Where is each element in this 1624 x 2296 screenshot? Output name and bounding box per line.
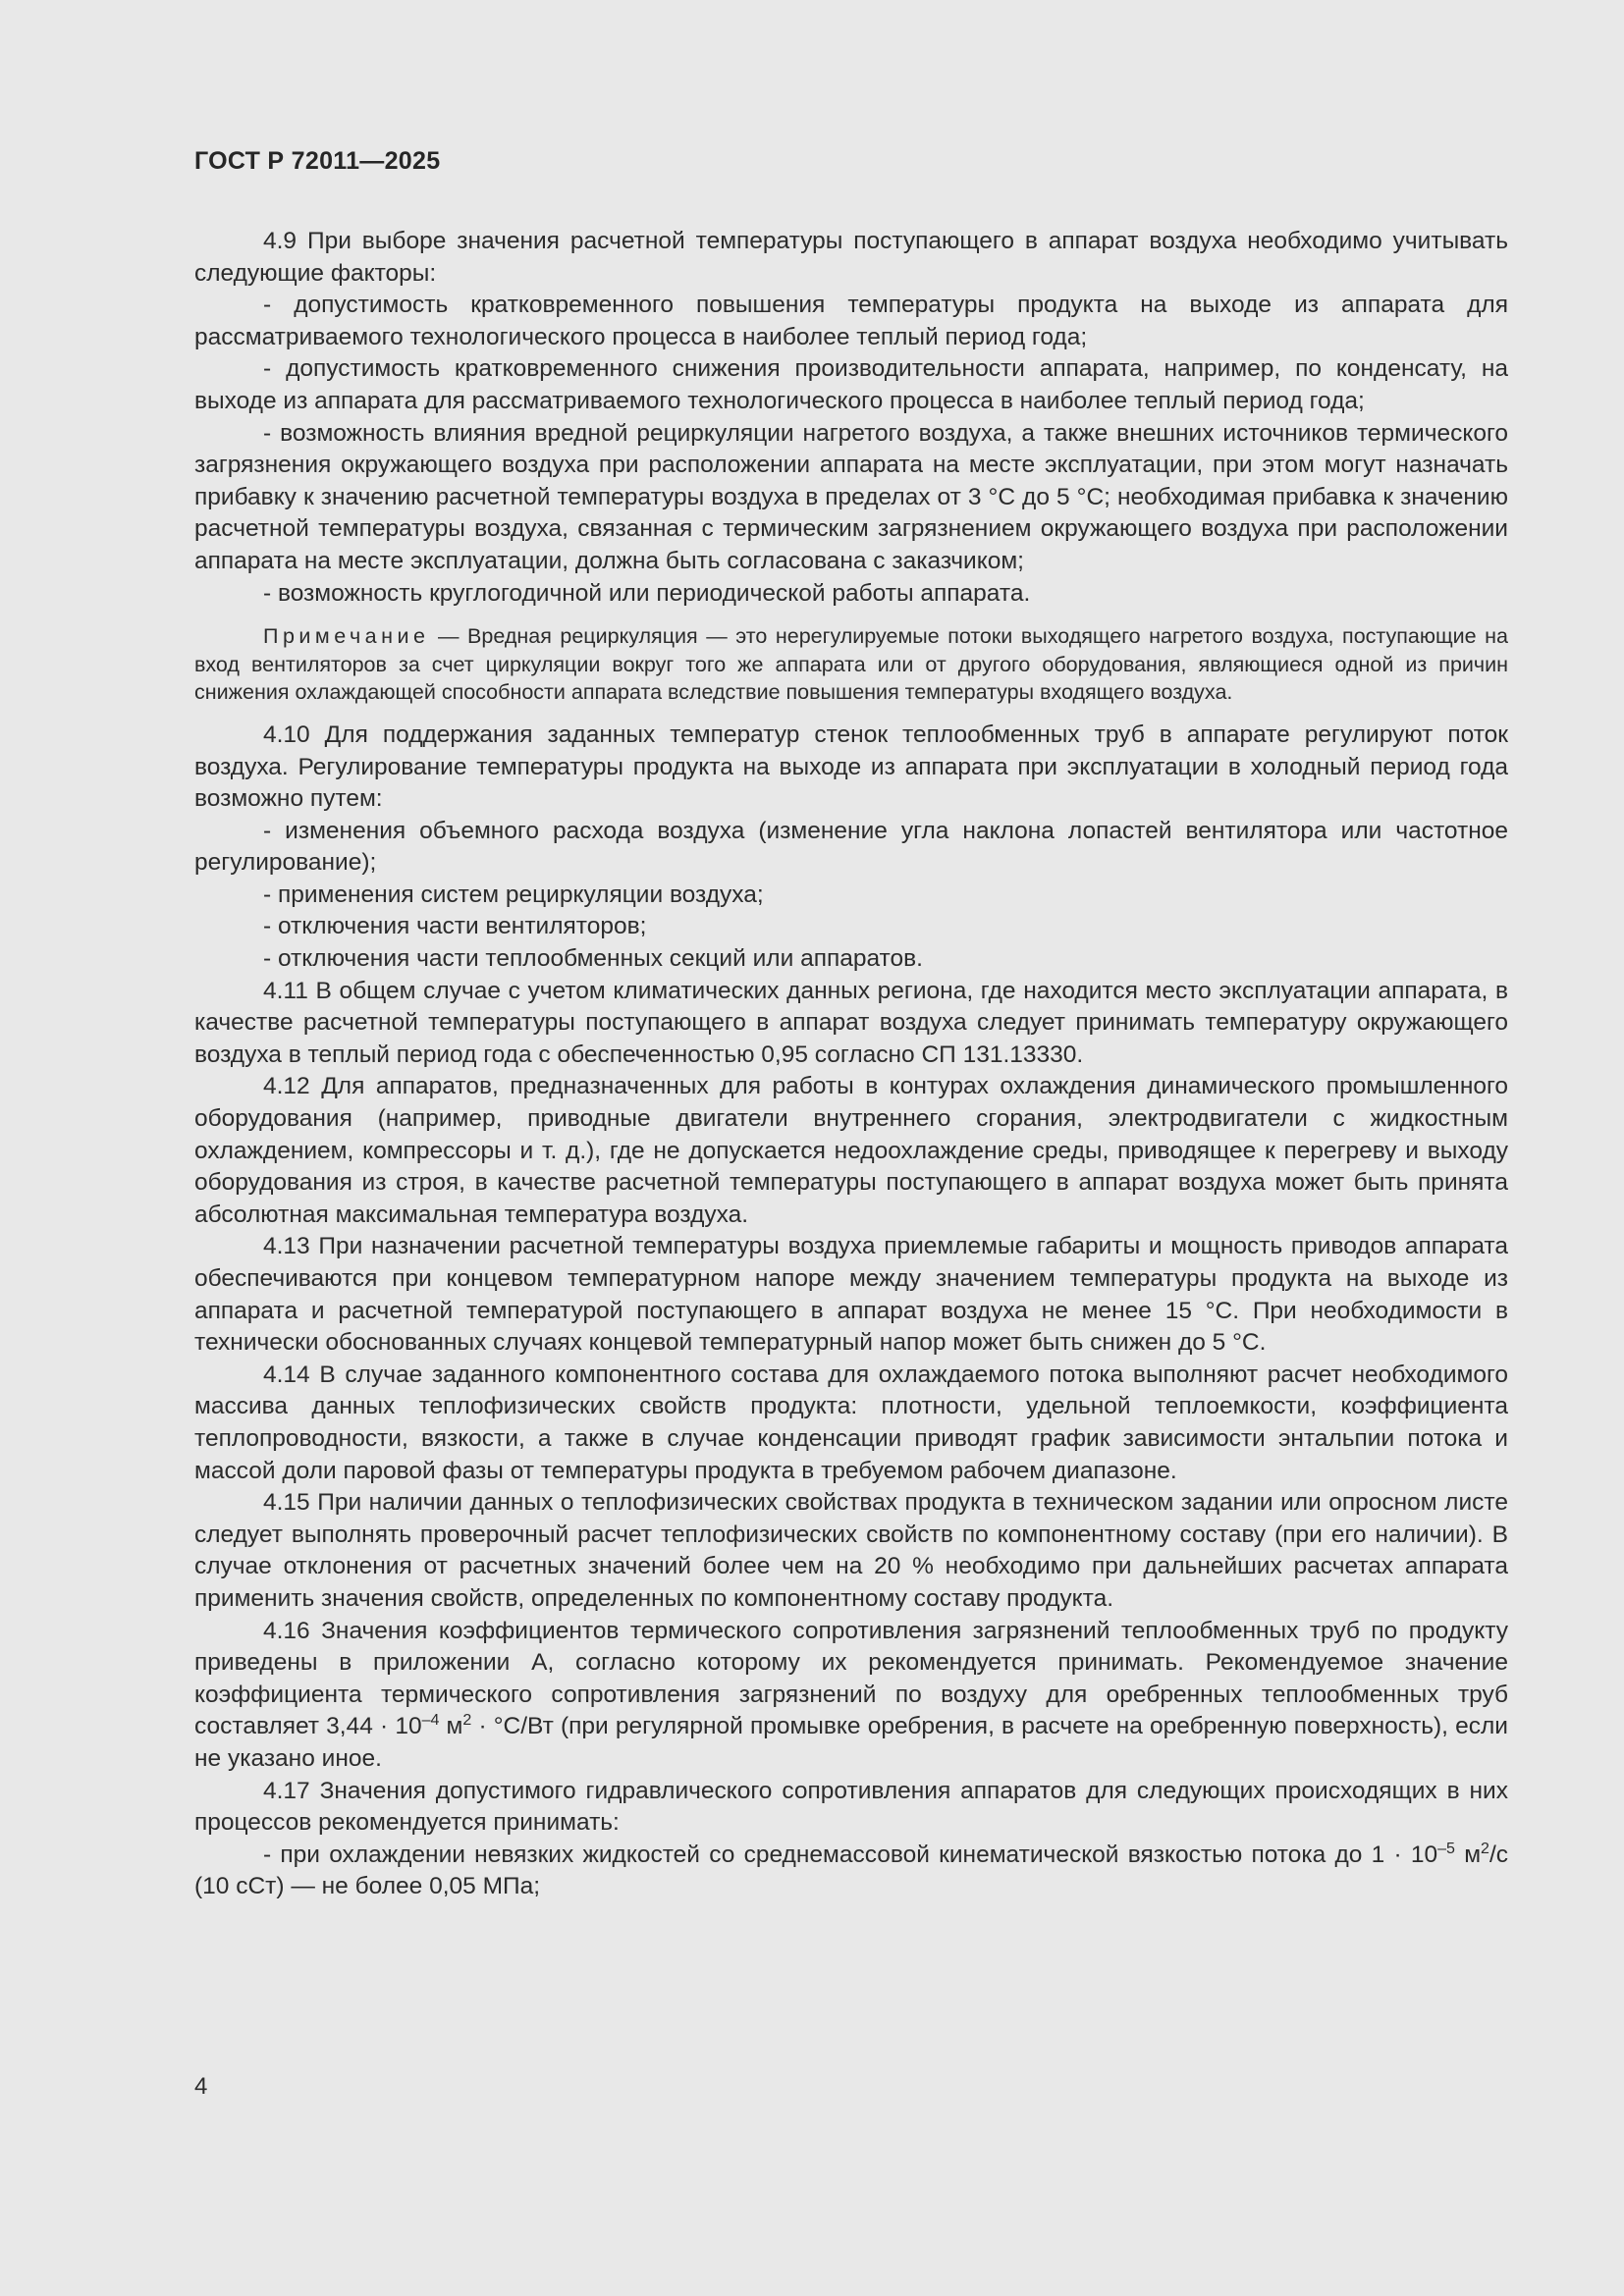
paragraph-4-10: 4.10 Для поддержания заданных температур стенок теплообменных труб в аппарате регулируют поток воздуха. Регулирование температуры продукта на выходе из аппарата при эксплуатации в холодный период года возможно путем: xyxy=(194,721,1508,813)
paragraph-4-14: 4.14 В случае заданного компонентного состава для охлаждаемого потока выполняют расчет необходимого массива данных теплофизических свойств продукта: плотности, удельной теплоемкости, коэффициента теплопроводности, вязкости, а также в случае конденсации приводят график зависимости энтальпии потока и массой доли паровой фазы от температуры продукта в требуемом рабочем диапазоне. xyxy=(194,1361,1508,1484)
list-item-4-10-c: - отключения части вентиляторов; xyxy=(263,913,647,940)
list-item-4-10-a: - изменения объемного расхода воздуха (изменение угла наклона лопастей вентилятора или частотное регулирование); xyxy=(194,817,1508,877)
p4-16-text-start: 4.16 Значения коэффициентов термического сопротивления загрязнений теплообменных труб по продукту приведены в приложении А, согласно которому их рекомендуется принимать. Рекомендуемое значение коэффициента термического сопротивления загрязнений по воздуху для оребренных теплообменных труб составляет 3,44 · 10 xyxy=(194,1617,1508,1740)
paragraph-4-15: 4.15 При наличии данных о теплофизических свойствах продукта в техническом задании или опросном листе следует выполнять проверочный расчет теплофизических свойств по компонентному составу (при его наличии). В случае отклонения от расчетных значений более чем на 20 % необходимо при дальнейших расчетах аппарата применить значения свойств, определенных по компонентному составу продукта. xyxy=(194,1489,1508,1612)
list-item-4-9-a: - допустимость кратковременного повышения температуры продукта на выходе из аппарата для рассматриваемого технологического процесса в наиболее теплый период года; xyxy=(194,292,1508,350)
page-number: 4 xyxy=(194,2073,208,2100)
note-label: Примечание xyxy=(263,624,430,649)
p4-16-text-end: · °С/Вт (при регулярной промывке оребрения, в расчете на оребренную поверхность), если не указано иное. xyxy=(194,1713,1508,1772)
paragraph-4-17: 4.17 Значения допустимого гидравлического сопротивления аппаратов для следующих происходящих в них процессов рекомендуется принимать: xyxy=(194,1777,1508,1837)
p4-17-a-exponent-2: 2 xyxy=(1481,1840,1489,1857)
document-body xyxy=(194,226,1508,1903)
note-text: — Вредная рециркуляция — это нерегулируемые потоки выходящего нагретого воздуха, поступающие на вход вентиляторов за счет циркуляции вокруг того же аппарата или от другого оборудования, являющиеся одной из причин снижения охлаждающей способности аппарата вследствие повышения температуры входящего воздуха. xyxy=(194,624,1508,705)
document-code-header: ГОСТ Р 72011—2025 xyxy=(194,147,441,175)
paragraph-4-13: 4.13 При назначении расчетной температуры воздуха приемлемые габариты и мощность приводов аппарата обеспечиваются при концевом температурном напоре между значением температуры продукта на выходе из аппарата и расчетной температурой поступающего в аппарат воздуха не менее 15 °С. При необходимости в технически обоснованных случаях концевой температурный напор может быть снижен до 5 °С. xyxy=(194,1233,1508,1357)
p4-17-a-text-start: - при охлаждении невязких жидкостей со среднемассовой кинематической вязкостью потока до 1 · 10 xyxy=(263,1841,1438,1868)
paragraph-4-12: 4.12 Для аппаратов, предназначенных для работы в контурах охлаждения динамического промышленного оборудования (например, приводные двигатели внутреннего сгорания, электродвигатели с жидкостным охлаждением, компрессоры и т. д.), где не допускается недоохлаждение среды, приводящее к перегреву и выходу оборудования из строя, в качестве расчетной температуры поступающего в аппарат воздуха может быть принята абсолютная максимальная температура воздуха. xyxy=(194,1073,1508,1228)
list-item-4-17-a xyxy=(194,1840,1508,1903)
p4-17-a-text-end: /с (10 сСт) — не более 0,05 МПа; xyxy=(194,1841,1509,1900)
p4-16-exponent-2: 2 xyxy=(462,1712,472,1730)
paragraph-4-9: 4.9 При выборе значения расчетной температуры поступающего в аппарат воздуха необходимо учитывать следующие факторы: xyxy=(194,228,1508,287)
paragraph-4-11: 4.11 В общем случае с учетом климатических данных региона, где находится место эксплуатации аппарата, в качестве расчетной температуры поступающего в аппарат воздуха следует принимать температуру окружающего воздуха в теплый период года с обеспеченностью 0,95 согласно СП 131.13330. xyxy=(194,977,1508,1068)
p4-17-a-unit: м xyxy=(1454,1841,1482,1868)
list-item-4-9-d: - возможность круглогодичной или периодической работы аппарата. xyxy=(263,579,1031,607)
list-item-4-9-c: - возможность влияния вредной рециркуляции нагретого воздуха, а также внешних источников термического загрязнения окружающего воздуха при расположении аппарата на месте эксплуатации, при этом могут назначать прибавку к значению расчетной температуры воздуха в пределах от 3 °С до 5 °С; необходимая прибавка к значению расчетной температуры воздуха, связанная с термическим загрязнением окружающего воздуха при расположении аппарата на месте эксплуатации, должна быть согласована с заказчиком; xyxy=(194,419,1508,574)
p4-17-a-exponent-1: –5 xyxy=(1437,1840,1455,1857)
p4-16-unit: м xyxy=(439,1713,463,1740)
list-item-4-9-b: - допустимость кратковременного снижения производительности аппарата, например, по конденсату, на выходе из аппарата для рассматриваемого технологического процесса в наиболее теплый период года; xyxy=(194,355,1508,414)
paragraph-4-16 xyxy=(194,1616,1508,1776)
p4-16-exponent-1: –4 xyxy=(421,1712,440,1730)
list-item-4-10-d: - отключения части теплообменных секций или аппаратов. xyxy=(263,945,923,973)
note-paragraph xyxy=(194,622,1508,707)
list-item-4-10-b: - применения систем рециркуляции воздуха; xyxy=(263,881,764,908)
